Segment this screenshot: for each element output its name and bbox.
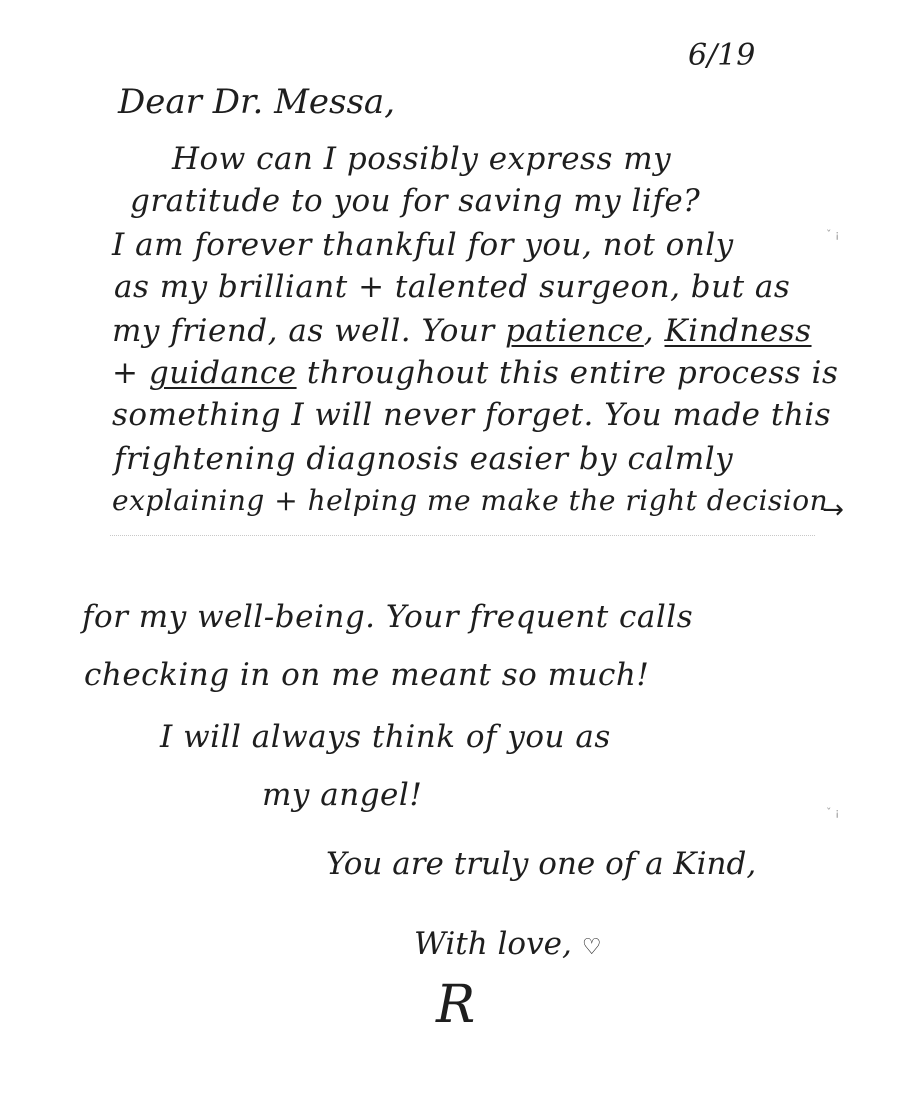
comma-separator: , [643,313,665,349]
body-line-7: something I will never forget. You made this [112,397,832,433]
body-line-2: gratitude to you for saving my life? [130,183,701,219]
signature: R [436,975,476,1035]
continuation-line-3: I will always think of you as [160,719,611,755]
body-line-6-rest: throughout this entire process is [296,355,839,391]
continue-arrow-icon: → [822,495,845,525]
body-line-6 [112,354,838,392]
word-patience: patience [505,313,644,349]
scan-mark-icon: ˇ ¡ [826,228,840,241]
heart-icon: ♡ [581,935,602,960]
letter-date: 6/19 [688,38,756,73]
continuation-line-1: for my well-being. Your frequent calls [82,599,694,635]
body-line-3: I am forever thankful for you, not only [112,227,734,263]
closing-line: You are truly one of a Kind, [326,846,757,882]
page-fold-divider [110,535,815,536]
body-line-9 [112,482,850,525]
word-kindness: Kindness [664,313,812,349]
continuation-line-4: my angel! [262,777,423,813]
body-line-8: frightening diagnosis easier by calmly [114,441,734,477]
salutation: Dear Dr. Messa, [118,82,396,122]
sign-off [414,926,602,962]
scan-mark-icon: ˇ ¡ [826,806,840,819]
sign-off-text: With love, [414,926,572,962]
body-line-4: as my brilliant + talented surgeon, but as [114,269,791,305]
body-line-5-start: my friend, as well. Your [112,313,495,349]
plus-sign: + [112,355,149,391]
continuation-line-2: checking in on me meant so much! [84,657,650,693]
body-line-1: How can I possibly express my [172,141,672,177]
body-line-9-text: explaining + helping me make the right decision [112,484,829,517]
body-line-5 [112,312,812,350]
word-guidance: guidance [148,355,297,391]
